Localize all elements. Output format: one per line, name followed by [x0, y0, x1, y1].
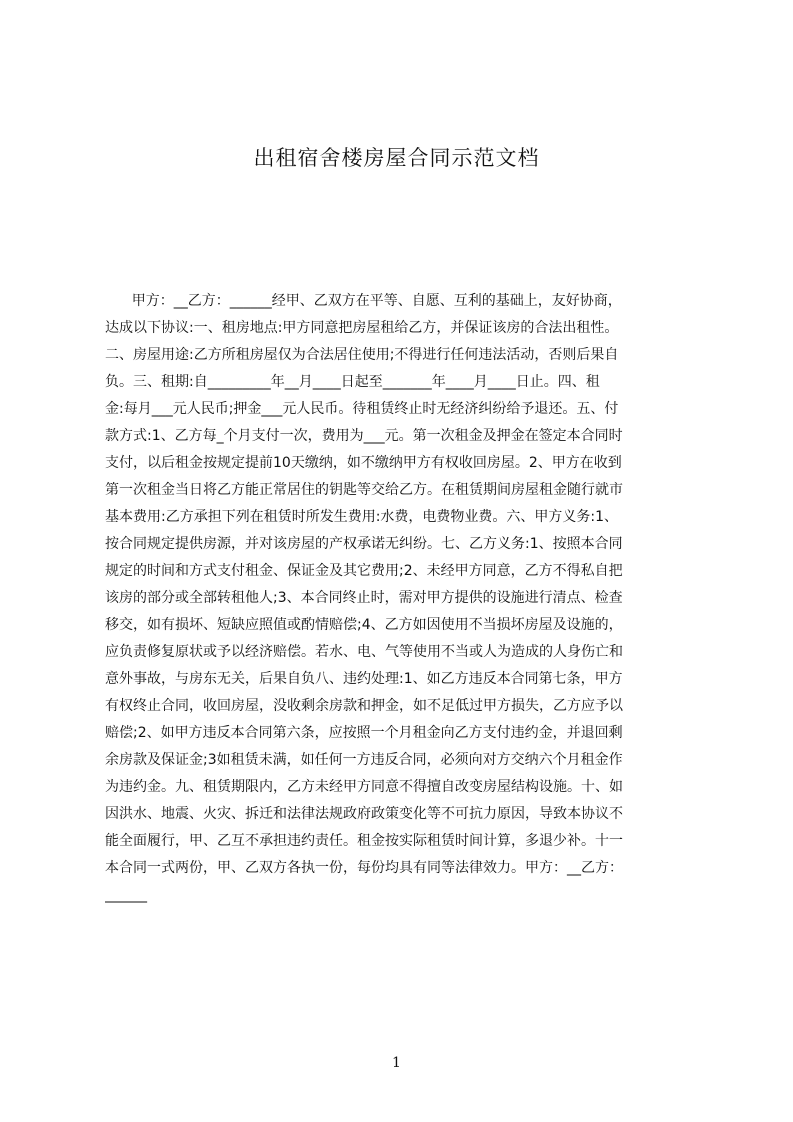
body-line: 赔偿;2、如甲方违反本合同第六条，应按照一个月租金向乙方支付违约金，并退回剩: [105, 725, 623, 741]
body-line: 本合同一式两份，甲、乙双方各执一份，每份均具有同等法律效力。甲方：__乙方：: [105, 860, 623, 876]
document-title: 出租宿舍楼房屋合同示范文档: [253, 146, 540, 170]
body-line: 基本费用:乙方承担下列在租赁时所发生费用:水费，电费物业费。六、甲方义务:1、: [105, 509, 619, 525]
body-line: 款方式:1、乙方每_个月支付一次，费用为___元。第一次租金及押金在签定本合同时: [105, 428, 623, 444]
body-line: 二、房屋用途:乙方所租房屋仅为合法居住使用;不得进行任何违法活动，否则后果自: [105, 347, 619, 363]
body-line: 支付，以后租金按规定提前10天缴纳，如不缴纳甲方有权收回房屋。2、甲方在收到: [105, 455, 622, 471]
body-line: 第一次租金当日将乙方能正常居住的钥匙等交给乙方。在租赁期间房屋租金随行就市: [105, 482, 623, 498]
body-line: 规定的时间和方式支付租金、保证金及其它费用;2、未经甲方同意，乙方不得私自把: [105, 563, 623, 579]
body-line: 金:每月___元人民币;押金___元人民币。待租赁终止时无经济纠纷给予退还。五、付: [105, 401, 619, 417]
body-line: 负。三、租期:自_________年__月____日起至_______年____月____日止。四、租: [105, 374, 600, 390]
body-line: 意外事故，与房东无关，后果自负八、违约处理:1、如乙方违反本合同第七条，甲方: [105, 671, 623, 687]
body-line: 按合同规定提供房源，并对该房屋的产权承诺无纠纷。七、乙方义务:1、按照本合同: [105, 536, 623, 552]
page-number: 1: [392, 1055, 401, 1071]
body-line: 能全面履行，甲、乙互不承担违约责任。租金按实际租赁时间计算，多退少补。十一: [105, 833, 623, 849]
body-line: 甲方：__乙方：______经甲、乙双方在平等、自愿、互利的基础上，友好协商，: [105, 293, 622, 309]
body-line: 达成以下协议:一、租房地点:甲方同意把房屋租给乙方，并保证该房的合法出租性。: [105, 320, 619, 336]
body-line: 该房的部分或全部转租他人;3、本合同终止时，需对甲方提供的设施进行清点、检查: [105, 590, 623, 606]
body-line: 因洪水、地震、火灾、拆迁和法律法规政府政策变化等不可抗力原因，导致本协议不: [105, 806, 623, 822]
body-line: 应负责修复原状或予以经济赔偿。若水、电、气等使用不当或人为造成的人身伤亡和: [105, 644, 623, 660]
body-line: 移交，如有损坏、短缺应照值或酌情赔偿;4、乙方如因使用不当损坏房屋及设施的，: [105, 617, 623, 633]
body-line: ______: [105, 887, 147, 903]
body-line: 余房款及保证金;3如租赁未满，如任何一方违反合同，必须向对方交纳六个月租金作: [105, 752, 623, 768]
body-line: 为违约金。九、租赁期限内，乙方未经甲方同意不得擅自改变房屋结构设施。十、如: [105, 779, 623, 795]
body-line: 有权终止合同，收回房屋，没收剩余房款和押金，如不足低过甲方损失，乙方应予以: [105, 698, 623, 714]
contract-body: [105, 288, 695, 909]
